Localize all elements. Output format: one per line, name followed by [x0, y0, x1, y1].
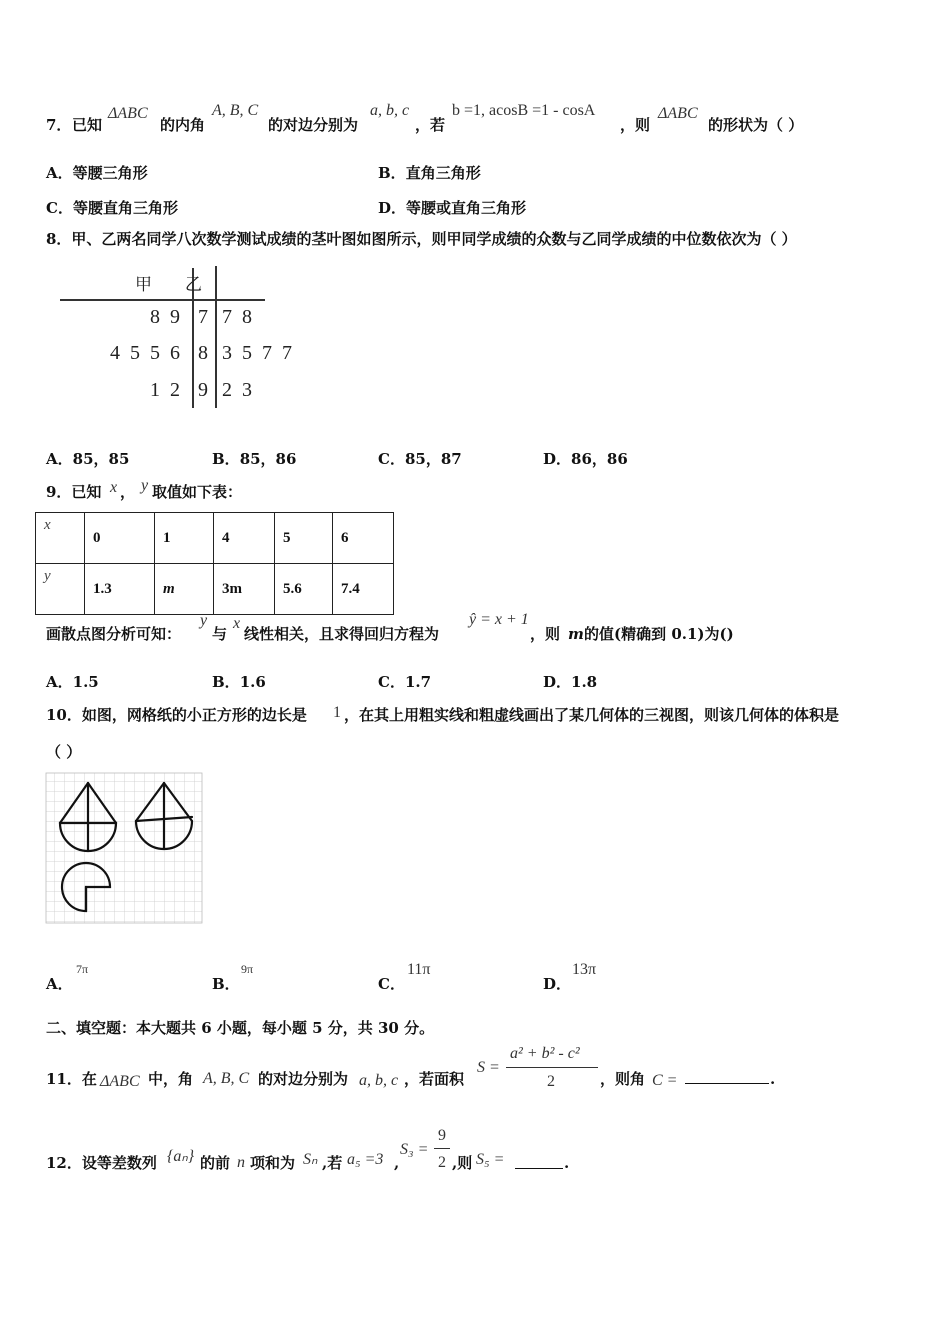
table-cell: 3m	[214, 564, 275, 615]
q9-option-c[interactable]: C．1.7	[378, 673, 432, 691]
q11-text-6: .	[770, 1070, 776, 1088]
q11-text-5: ，则角	[600, 1070, 646, 1088]
table-cell: 1	[155, 513, 214, 564]
q9-stmt-4: ，则	[530, 625, 561, 643]
plot-row-2-left: 4 5 5 6	[110, 342, 180, 364]
plot-row-1-stem: 7	[198, 306, 208, 328]
q9-text-2: 取值如下表：	[152, 483, 243, 501]
q8-text: 8．甲、乙两名同学八次数学测试成绩的茎叶图如图所示，则甲同学成绩的众数与乙同学成绩的中位数依次为（ ）	[46, 230, 797, 248]
q7-option-a[interactable]: A．等腰三角形	[46, 164, 148, 182]
plot-row-1-right: 7 8	[222, 306, 252, 328]
q9-regression-eq: ŷ = x + 1	[469, 611, 529, 628]
q12-answer-blank[interactable]	[515, 1168, 563, 1169]
table-cell: 6	[333, 513, 394, 564]
q9-stmt-y: y	[200, 612, 208, 629]
q12-Sn: Sₙ	[303, 1151, 318, 1168]
q11-text-2: 中，角	[148, 1070, 194, 1088]
q8-option-a[interactable]: A．85，85	[46, 450, 130, 468]
q12-text-5: ,	[394, 1154, 400, 1172]
q10-option-c[interactable]: C．	[378, 975, 405, 993]
q10-option-a-value: 7π	[76, 962, 89, 976]
q10-option-a[interactable]: A．	[46, 975, 73, 993]
table-cell: 7.4	[333, 564, 394, 615]
table-cell: 5	[275, 513, 333, 564]
q7-text-4: ，若	[415, 116, 446, 134]
q11-fraction-bar	[506, 1067, 598, 1068]
q9-option-d[interactable]: D．1.8	[543, 673, 598, 691]
q8-option-d[interactable]: D．86，86	[543, 450, 628, 468]
q11-answer-blank[interactable]	[685, 1083, 769, 1084]
q7-text-2: 的内角	[160, 116, 206, 134]
q12-fraction-denominator: 2	[438, 1154, 446, 1171]
q11-sides: a, b, c	[359, 1072, 399, 1089]
q7-text-3: 的对边分别为	[268, 116, 359, 134]
q7-triangle-2: ΔABC	[658, 105, 698, 122]
q7-angles: A, B, C	[212, 102, 259, 119]
q7-text-5: ，则	[620, 116, 651, 134]
q10-option-b-value: 9π	[241, 962, 254, 976]
q11-triangle: ΔABC	[100, 1073, 140, 1090]
q7-number: 7．	[46, 116, 72, 134]
table-header-y: y	[36, 564, 85, 615]
q12-text-2: 的前	[200, 1154, 231, 1172]
q11-area-S: S =	[477, 1059, 500, 1076]
q12-sequence: {aₙ}	[167, 1148, 195, 1165]
q9-text-1: 9．已知	[46, 483, 102, 501]
q7-condition: b =1, acosB =1 - cosA	[452, 102, 596, 119]
plot-row-2-stem: 8	[198, 342, 208, 364]
plot-row-3-stem: 9	[198, 379, 208, 401]
q7-option-d[interactable]: D．等腰或直角三角形	[378, 199, 527, 217]
q9-option-b[interactable]: B．1.6	[212, 673, 266, 691]
q10-option-c-value: 11π	[407, 961, 431, 978]
table-row-y	[36, 564, 394, 615]
three-view-figure	[44, 771, 204, 926]
table-cell: m	[155, 564, 214, 615]
q10-text-3: （ ）	[46, 743, 82, 761]
table-header-x: x	[36, 513, 85, 564]
three-view-drawing	[44, 771, 204, 926]
xy-table	[35, 512, 394, 615]
q8-option-c[interactable]: C．85，87	[378, 450, 462, 468]
q10-option-b[interactable]: B．	[212, 975, 240, 993]
q11-text-1: 11．在	[46, 1070, 97, 1088]
plot-header-jia: 甲	[135, 275, 152, 294]
plot-row-2-right: 3 5 7 7	[222, 342, 292, 364]
q11-fraction-numerator: a² + b² - c²	[510, 1045, 580, 1062]
table-row-x	[36, 513, 394, 564]
q9-comma: ，	[120, 483, 136, 501]
q11-fraction-denominator: 2	[547, 1073, 555, 1090]
table-cell: 1.3	[85, 564, 155, 615]
q12-text-3: 项和为	[250, 1154, 296, 1172]
q7-triangle: ΔABC	[108, 105, 148, 122]
q12-fraction-bar	[434, 1148, 450, 1149]
q10-text-1: 10．如图，网格纸的小正方形的边长是	[46, 706, 307, 724]
q10-text-2: ，在其上用粗实线和粗虚线画出了某几何体的三视图，则该几何体的体积是	[344, 706, 840, 724]
table-cell: 4	[214, 513, 275, 564]
table-cell: 0	[85, 513, 155, 564]
plot-row-1-left: 8 9	[150, 306, 180, 328]
section-2-title: 二、填空题：本大题共 6 小题，每小题 5 分，共 30 分。	[46, 1019, 435, 1037]
q10-one: 1	[333, 704, 341, 721]
table-cell: 5.6	[275, 564, 333, 615]
q12-text-6: ,则	[452, 1154, 473, 1172]
q7-text-1: 已知	[72, 116, 103, 134]
q11-text-3: 的对边分别为	[258, 1070, 349, 1088]
q12-text-7: .	[564, 1154, 570, 1172]
q12-fraction-numerator: 9	[438, 1127, 446, 1144]
q12-text-1: 12．设等差数列	[46, 1154, 157, 1172]
q12-text-4: ,若	[322, 1154, 343, 1172]
q9-var-y: y	[141, 477, 149, 494]
q7-text-6: 的形状为（ ）	[708, 116, 804, 134]
q11-text-4: ，若面积	[404, 1070, 465, 1088]
q12-S3: S₃ =	[400, 1141, 429, 1158]
q11-angles: A, B, C	[203, 1070, 250, 1087]
q9-stmt-x: x	[233, 615, 241, 632]
q9-stmt-5: 的值(精确到 0.1)为()	[584, 625, 734, 643]
plot-row-3-left: 1 2	[150, 379, 180, 401]
q8-option-b[interactable]: B．85，86	[212, 450, 297, 468]
q7-sides: a, b, c	[370, 102, 410, 119]
q9-option-a[interactable]: A．1.5	[46, 673, 99, 691]
q9-var-x: x	[110, 479, 118, 496]
q9-stmt-1: 画散点图分析可知：	[46, 625, 182, 643]
q9-stmt-3: 线性相关，且求得回归方程为	[244, 625, 440, 643]
q12-n: n	[237, 1154, 245, 1171]
q7-option-c[interactable]: C．等腰直角三角形	[46, 199, 178, 217]
q10-option-d[interactable]: D．	[543, 975, 572, 993]
q7-option-b[interactable]: B．直角三角形	[378, 164, 481, 182]
plot-header-yi: 乙	[185, 275, 202, 294]
q12-a5: a₅ =3	[347, 1151, 384, 1168]
plot-row-3-right: 2 3	[222, 379, 252, 401]
q9-stmt-2: 与	[212, 625, 228, 643]
q9-stmt-m: m	[568, 625, 584, 643]
q10-option-d-value: 13π	[572, 961, 597, 978]
stem-leaf-plot	[40, 262, 292, 412]
q11-angle-C: C =	[652, 1072, 678, 1089]
q12-S5: S₅ =	[476, 1151, 505, 1168]
